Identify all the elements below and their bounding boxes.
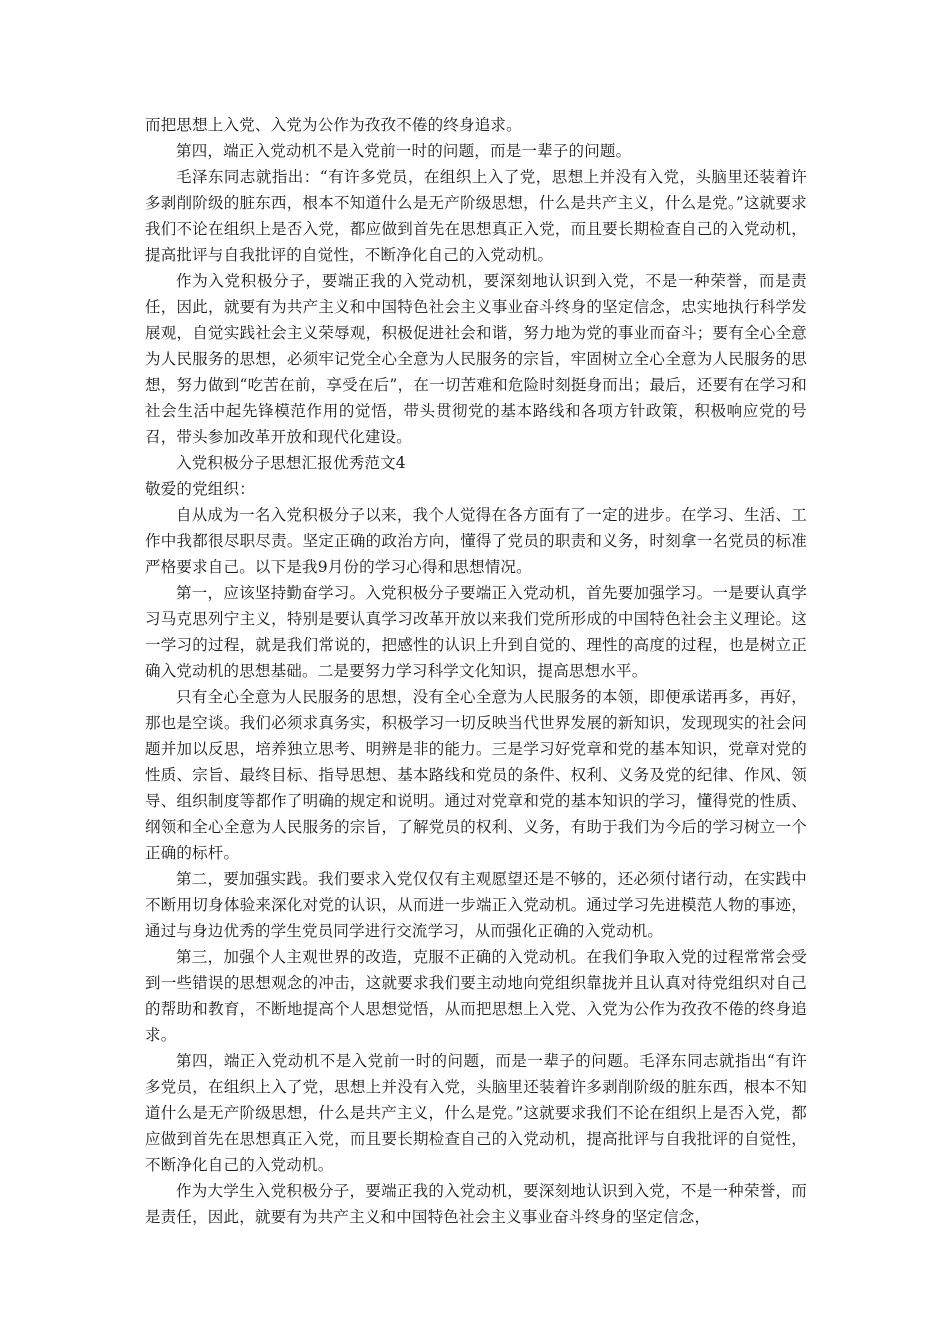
paragraph-second-point: 第二，要加强实践。我们要求入党仅仅有主观愿望还是不够的，还必须付诸行动，在实践中不断用切身体验来深化对党的认识，从而进一步端正入党动机。通过学习先进模范人物的事迹，通过与身边优秀的学生党员同学进行交流学习，从而强化正确的入党动机。 [145, 870, 807, 940]
paragraph-continuation: 而把思想上入党、入党为公作为孜孜不倦的终身追求。 [145, 116, 522, 134]
paragraph-third-point: 第三，加强个人主观世界的改造，克服不正确的入党动机。在我们争取入党的过程常常会受到一些错误的思想观念的冲击，这就要求我们要主动地向党组织靠拢并且认真对待党组织对自己的帮助和教育，不断地提高个人思想觉悟，从而把思想上入党、入党为公作为孜孜不倦的终身追求。 [145, 948, 807, 1044]
paragraph-student-activist: 作为大学生入党积极分子，要端正我的入党动机，要深刻地认识到入党，不是一种荣誉，而是责任，因此，就要有为共产主义和中国特色社会主义事业奋斗终身的坚定信念， [145, 1182, 807, 1226]
salutation: 敬爱的党组织： [145, 480, 255, 498]
paragraph-fourth-point: 第四，端正入党动机不是入党前一时的问题，而是一辈子的问题。 [176, 142, 632, 160]
section-title: 入党积极分子思想汇报优秀范文4 [176, 454, 406, 472]
paragraph-service-ability: 只有全心全意为人民服务的思想，没有全心全意为人民服务的本领，即便承诺再多，再好，那也是空谈。我们必须求真务实，积极学习一切反映当代世界发展的新知识，发现现实的社会问题并加以反思，培养独立思考、明辨是非的能力。三是学习好党章和党的基本知识，党章对党的性质、宗旨、最终目标、指导思想、基本路线和党员的条件、权利、义务及党的纪律、作风、领导、组织制度等都作了明确的规定和说明。通过对党章和党的基本知识的学习，懂得党的性质、纲领和全心全意为人民服务的宗旨，了解党员的权利、义务，有助于我们为今后的学习树立一个正确的标杆。 [145, 688, 807, 862]
paragraph-mao-quote: 毛泽东同志就指出：“有许多党员，在组织上入了党，思想上并没有入党，头脑里还装着许多剥削阶级的脏东西，根本不知道什么是无产阶级思想，什么是共产主义，什么是党。”这就要求我们不论在组织上是否入党，都应做到首先在思想真正入党，而且要长期检查自己的入党动机，提高批评与自我批评的自觉性，不断净化自己的入党动机。 [145, 168, 807, 264]
paragraph-activist-motivation: 作为入党积极分子，要端正我的入党动机，要深刻地认识到入党，不是一种荣誉，而是责任，因此，就要有为共产主义和中国特色社会主义事业奋斗终身的坚定信念，忠实地执行科学发展观，自觉实践社会主义荣辱观，积极促进社会和谐，努力地为党的事业而奋斗；要有全心全意为人民服务的思想，必须牢记党全心全意为人民服务的宗旨，牢固树立全心全意为人民服务的思想，努力做到“吃苦在前，享受在后”，在一切苦难和危险时刻挺身而出；最后，还要有在学习和社会生活中起先锋模范作用的觉悟，带头贯彻党的基本路线和各项方针政策，积极响应党的号召，带头参加改革开放和现代化建设。 [145, 272, 807, 446]
document-page [145, 112, 807, 1230]
paragraph-first-point: 第一，应该坚持勤奋学习。入党积极分子要端正入党动机，首先要加强学习。一是要认真学习马克思列宁主义，特别是要认真学习改革开放以来我们党所形成的中国特色社会主义理论。这一学习的过程，就是我们常说的，把感性的认识上升到自觉的、理性的高度的过程，也是树立正确入党动机的思想基础。二是要努力学习科学文化知识，提高思想水平。 [145, 584, 807, 680]
paragraph-fourth-point-repeat: 第四，端正入党动机不是入党前一时的问题，而是一辈子的问题。毛泽东同志就指出“有许多党员，在组织上入了党，思想上并没有入党，头脑里还装着许多剥削阶级的脏东西，根本不知道什么是无产阶级思想，什么是共产主义，什么是党。”这就要求我们不论在组织上是否入党，都应做到首先在思想真正入党，而且要长期检查自己的入党动机，提高批评与自我批评的自觉性，不断净化自己的入党动机。 [145, 1052, 807, 1174]
paragraph-intro: 自从成为一名入党积极分子以来，我个人觉得在各方面有了一定的进步。在学习、生活、工作中我都很尽职尽责。坚定正确的政治方向，懂得了党员的职责和义务，时刻拿一名党员的标准严格要求自己。以下是我9月份的学习心得和思想情况。 [145, 506, 807, 576]
